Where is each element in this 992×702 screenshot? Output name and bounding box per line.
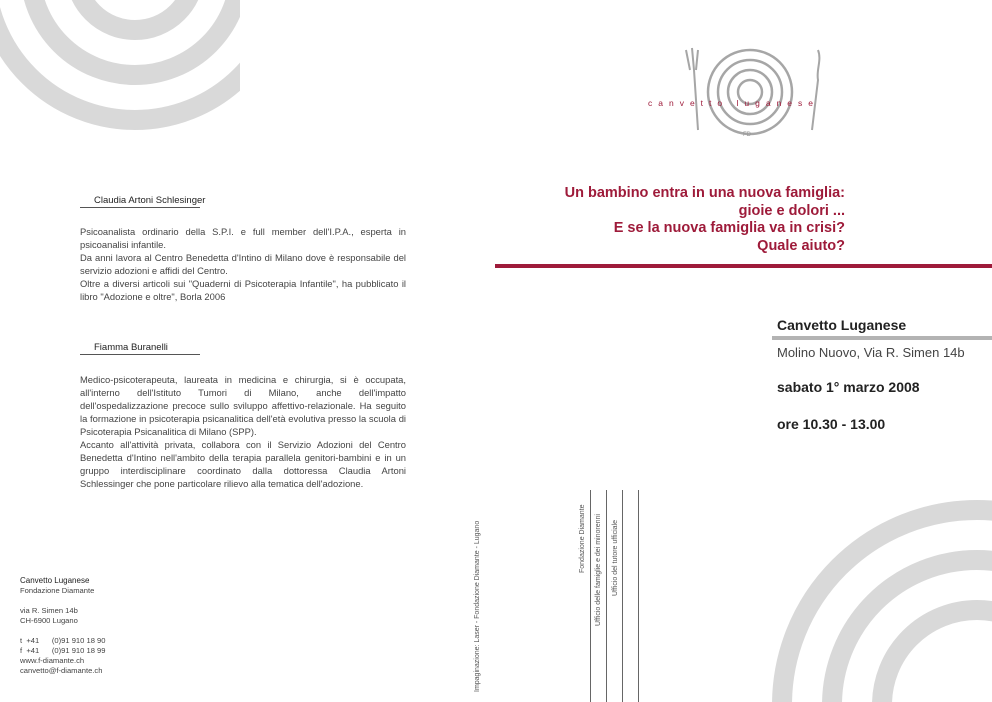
bio-paragraph: Oltre a diversi articoli sui "Quaderni di Psicoterapia Infantile", ha pubblicato il libro "Adozione e oltre", Borla 2006 (80, 278, 406, 302)
contact-fax: f +41 (0)91 910 18 99 (20, 646, 106, 655)
partner-line (638, 490, 639, 702)
partner-label-ufficio-tutore: Ufficio del tutore ufficiale (612, 519, 619, 596)
bio-paragraph: Psicoanalista ordinario della S.P.I. e full member dell'I.P.A., esperta in psicoanalisi infantile. (80, 226, 406, 250)
contact-city: CH-6900 Lugano (20, 616, 78, 625)
headline-line: gioie e dolori ... (738, 202, 845, 219)
event-date: sabato 1° marzo 2008 (777, 379, 920, 395)
logo-mark-icon (650, 40, 850, 140)
brand-mark: FD (743, 132, 751, 138)
contact-web[interactable]: www.f-diamante.ch (20, 656, 85, 665)
venue-address: Molino Nuovo, Via R. Simen 14b (777, 345, 965, 360)
partner-label-ufficio-famiglie: Ufficio delle famiglie e dei minorenni (595, 514, 602, 626)
decorative-circles-top-left (0, 0, 240, 170)
bio-paragraph: Accanto all'attività privata, collabora con il Servizio Adozioni del Centro Benedetta d'Intino nell'ambito della terapia parallela genitori-bambini e in un gruppo interdisciplinare coordinato dalla dottoressa Claudia Artoni Schlessinger che pone particolare rilievo alla tematica dell'adozione. (80, 439, 406, 489)
event-time: ore 10.30 - 13.00 (777, 416, 886, 432)
headline-line: E se la nuova famiglia va in crisi? (613, 220, 845, 236)
contact-org: Fondazione Diamante (20, 586, 95, 595)
bio-text-artoni (80, 225, 406, 303)
venue-bar (772, 336, 992, 340)
layout-credit: Impaginazione: Laser - Fondazione Diamante - Lugano (474, 520, 481, 692)
bio-name-buranelli: Fiamma Buranelli (94, 342, 168, 353)
partner-label-fondazione: Fondazione Diamante (579, 504, 586, 573)
partner-line (590, 490, 591, 702)
partner-line (606, 490, 607, 702)
partner-line (622, 490, 623, 702)
bio-paragraph: Medico-psicoterapeuta, laureata in medicina e chirurgia, si è occupata, all'interno dell'Istituto Tumori di Milano, anche dell'impatto dell'ospedalizzazione precoce sullo sviluppo affettivo-relazionale. Ha seguito la formazione in psicoterapia psicanalitica dell'età evolutiva presso la scuola di Psicoterapia Psicanalitica di Milano (SPP). (80, 374, 406, 437)
event-headline (470, 185, 845, 255)
contact-email[interactable]: canvetto@f-diamante.ch (20, 666, 103, 675)
headline-line: Quale aiuto? (757, 237, 845, 254)
accent-bar (495, 264, 992, 268)
contact-street: via R. Simen 14b (20, 606, 78, 615)
venue-title: Canvetto Luganese (777, 317, 907, 333)
bio-rule (80, 354, 200, 355)
bio-paragraph: Da anni lavora al Centro Benedetta d'Intino di Milano dove è responsabile del servizio adozioni e affidi del Centro. (80, 252, 406, 276)
headline-line: Un bambino entra in una nuova famiglia: (564, 185, 845, 201)
contact-phone: t +41 (0)91 910 18 90 (20, 636, 106, 645)
bio-text-buranelli (80, 373, 406, 490)
brand-name: canvetto luganese (648, 98, 819, 108)
contact-name: Canvetto Luganese (20, 576, 90, 585)
bio-rule (80, 207, 200, 208)
contact-block (20, 576, 180, 676)
decorative-circles-bottom-right (752, 490, 992, 702)
logo (650, 40, 850, 140)
bio-name-artoni: Claudia Artoni Schlesinger (94, 195, 206, 206)
